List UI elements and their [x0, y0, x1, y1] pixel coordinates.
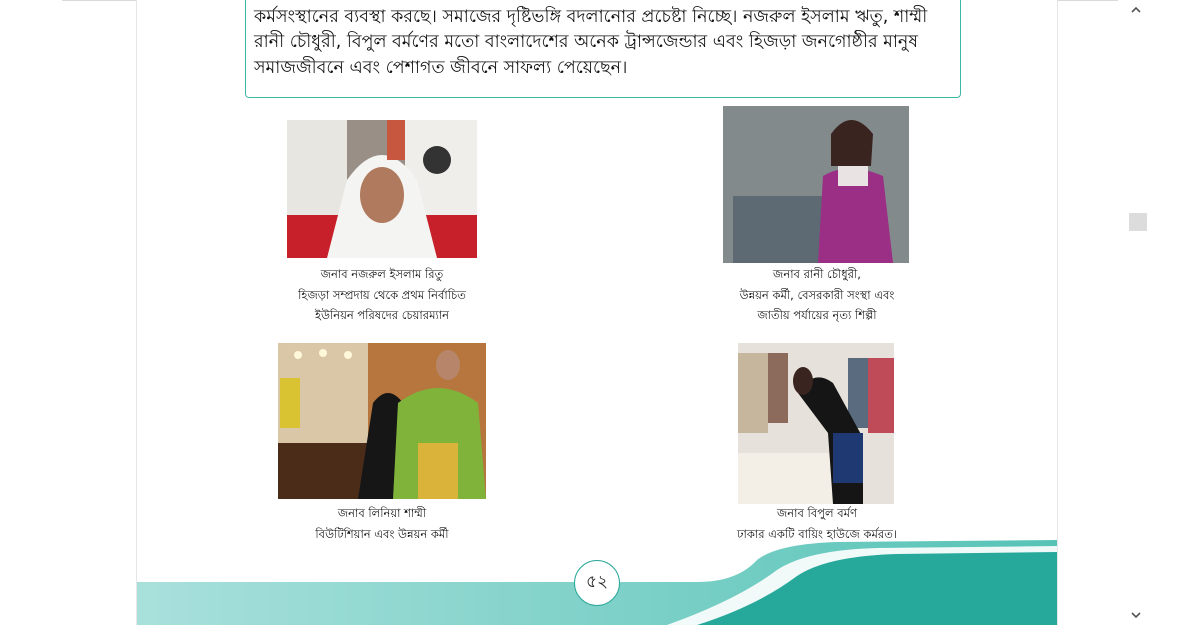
caption-photo-4: [687, 503, 947, 544]
page-number: ৫২: [574, 560, 620, 606]
caption-line: ঢাকার একটি বায়িং হাউজে কর্মরত।: [736, 526, 897, 541]
photo-nazrul-islam-ritu: [287, 120, 477, 258]
chevron-down-icon[interactable]: [1130, 609, 1142, 621]
caption-line: জাতীয় পর্যায়ের নৃত্য শিল্পী: [757, 308, 877, 322]
vertical-scrollbar[interactable]: [1124, 0, 1148, 625]
photo-bipul-barman: [738, 343, 894, 504]
paragraph-line: সমাজজীবনে এবং পেশাগত জীবনে সাফল্য পেয়েছেন।: [254, 57, 628, 78]
caption-line: উন্নয়ন কর্মী, বেসরকারী সংস্থা এবং: [739, 287, 895, 302]
photo-linia-shammi: [278, 343, 486, 499]
photo-rani-chowdhury: [723, 106, 909, 263]
caption-name: জনাব নজরুল ইসলাম রিতু: [320, 267, 444, 281]
caption-name: জনাব বিপুল বর্মণ: [776, 506, 857, 520]
caption-name: জনাব লিনিয়া শাম্মী: [337, 506, 427, 520]
chevron-up-icon[interactable]: [1130, 4, 1142, 16]
paragraph-line: কর্মসংস্থানের ব্যবস্থা করছে। সমাজের দৃষ্টিভঙ্গি বদলানোর প্রচেষ্টা নিচ্ছে। নজরুল ইসলাম ঋতু, শাম্মী: [254, 6, 928, 27]
caption-name: জনাব রানী চৌধুরী,: [773, 267, 861, 281]
caption-photo-2: [687, 264, 947, 326]
caption-line: ইউনিয়ন পরিষদের চেয়ারম্যান: [314, 308, 450, 322]
caption-photo-3: [252, 503, 512, 544]
paragraph-line: [254, 0, 952, 5]
book-page: [136, 0, 1058, 625]
scrollbar-thumb[interactable]: [1129, 213, 1147, 231]
caption-photo-1: [252, 264, 512, 326]
caption-line: হিজড়া সম্প্রদায় থেকে প্রথম নির্বাচিত: [298, 287, 466, 302]
paragraph-box: [245, 0, 961, 98]
caption-line: বিউটিশিয়ান এবং উন্নয়ন কর্মী: [315, 526, 449, 541]
paragraph-line: রানী চৌধুরী, বিপুল বর্মণের মতো বাংলাদেশের অনেক ট্রান্সজেন্ডার এবং হিজড়া জনগোষ্ঠীর মানুষ: [254, 32, 919, 52]
